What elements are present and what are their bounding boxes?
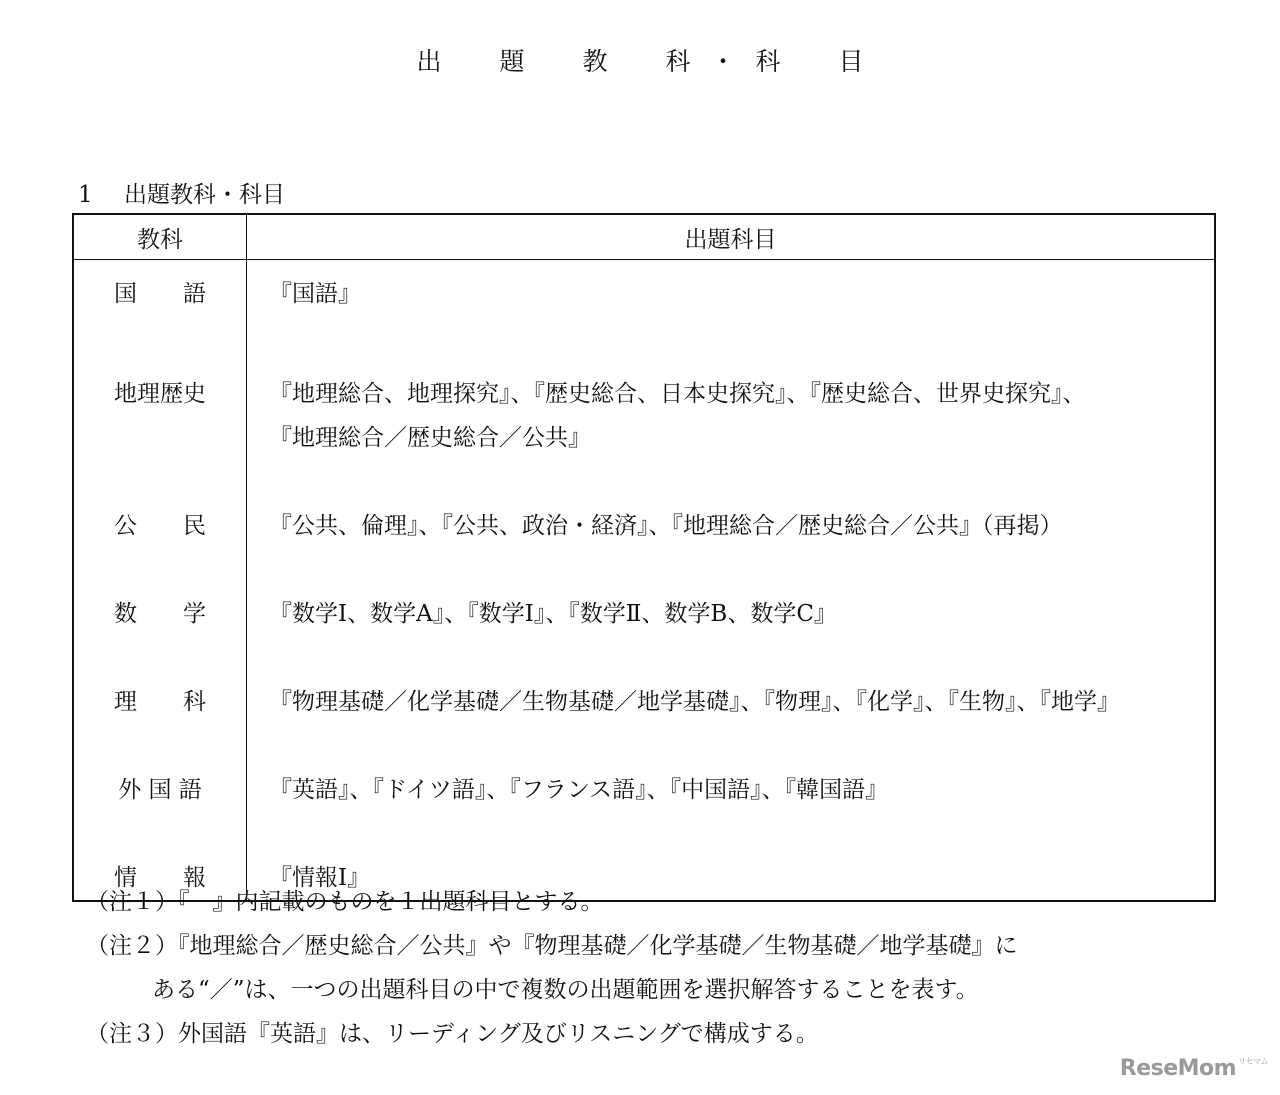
note-2: （注２）『地理総合／歴史総合／公共』や『物理基礎／化学基礎／生物基礎／地学基礎』に bbox=[86, 933, 1018, 959]
courses-cell bbox=[247, 360, 1216, 492]
table-row bbox=[73, 668, 1215, 756]
subject-cell: 地理歴史 bbox=[73, 360, 247, 492]
title-char: 題 bbox=[499, 47, 525, 76]
table-row bbox=[73, 360, 1215, 492]
title-char: 科 bbox=[665, 47, 691, 76]
table-header-row bbox=[73, 214, 1215, 260]
course-line: 『情報Ⅰ』 bbox=[269, 865, 371, 891]
header-courses: 出題科目 bbox=[247, 214, 1216, 260]
table-row bbox=[73, 756, 1215, 844]
notes bbox=[86, 880, 1018, 1056]
logo-small-text: リセマム bbox=[1238, 1057, 1268, 1066]
course-line: 『国語』 bbox=[269, 281, 361, 307]
subject-cell: 数 学 bbox=[73, 580, 247, 668]
courses-cell bbox=[247, 668, 1216, 756]
table-row bbox=[73, 492, 1215, 580]
course-line: 『地理総合／歴史総合／公共』 bbox=[269, 425, 591, 451]
subject-cell: 国 語 bbox=[73, 260, 247, 361]
table-row bbox=[73, 580, 1215, 668]
section-label: 出題教科・科目 bbox=[124, 182, 285, 208]
courses-cell bbox=[247, 756, 1216, 844]
courses-cell bbox=[247, 580, 1216, 668]
course-line: 『物理基礎／化学基礎／生物基礎／地学基礎』、『物理』、『化学』、『生物』、『地学』 bbox=[269, 689, 1120, 715]
course-line: 『公共、倫理』、『公共、政治・経済』、『地理総合／歴史総合／公共』（再掲） bbox=[269, 513, 1063, 539]
note-3: （注３）外国語『英語』は、リーディング及びリスニングで構成する。 bbox=[86, 1021, 819, 1047]
title-char: 科 bbox=[755, 47, 781, 76]
subject-cell: 理 科 bbox=[73, 668, 247, 756]
logo-text: ReseMom bbox=[1119, 1056, 1237, 1081]
section-heading bbox=[78, 176, 285, 209]
subject-cell: 公 民 bbox=[73, 492, 247, 580]
course-line: 『英語』、『ドイツ語』、『フランス語』、『中国語』、『韓国語』 bbox=[269, 777, 889, 803]
title-char: 出 bbox=[416, 47, 442, 76]
resemom-logo bbox=[1120, 1056, 1268, 1081]
title-char: 教 bbox=[582, 47, 608, 76]
title-char: 目 bbox=[838, 47, 864, 76]
course-line: 『地理総合、地理探究』、『歴史総合、日本史探究』、『歴史総合、世界史探究』、 bbox=[269, 381, 1086, 407]
subject-cell: 外 国 語 bbox=[73, 756, 247, 844]
subjects-table bbox=[72, 213, 1216, 902]
courses-cell bbox=[247, 260, 1216, 361]
subject-cell: 情 報 bbox=[73, 844, 247, 901]
courses-cell bbox=[247, 492, 1216, 580]
title-char: ・ bbox=[710, 47, 736, 76]
note-2-continued: ある“／”は、一つの出題科目の中で複数の出題範囲を選択解答することを表す。 bbox=[152, 977, 979, 1003]
header-subject: 教科 bbox=[73, 214, 247, 260]
course-line: 『数学Ⅰ、数学A』、『数学Ⅰ』、『数学Ⅱ、数学B、数学C』 bbox=[269, 601, 837, 627]
table-row bbox=[73, 260, 1215, 361]
note-1: （注１）『 』内記載のものを１出題科目とする。 bbox=[86, 889, 604, 915]
section-number: 1 bbox=[78, 182, 93, 208]
document-title bbox=[0, 42, 1280, 78]
